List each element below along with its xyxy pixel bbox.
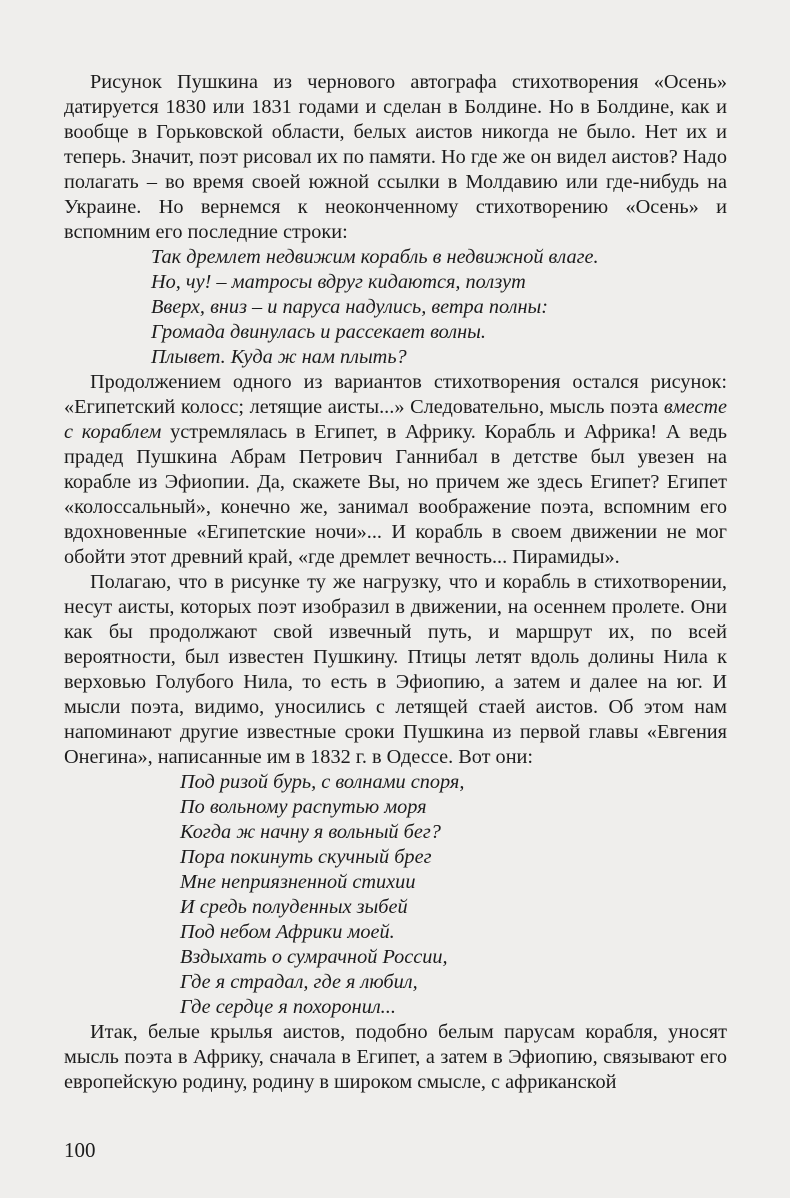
- paragraph-2-end: устремлялась в Египет, в Африку. Корабль и Африка! А ведь прадед Пушкина Абрам Петрович Ганнибал в детстве был увезен на корабле из Эфиопии. Да, скажете Вы, но причем же здесь Египет? Египет «колоссальный», конечно же, занимал воображение поэта, вспомним его вдохновенные «Египетские ночи»... И корабль в своем движении не мог обойти этот древний край, «где дремлет вечность... Пирамиды».: [64, 421, 727, 568]
- paragraph-3: Полагаю, что в рисунке ту же нагрузку, что и корабль в стихотворении, несут аисты, которых поэт изобразил в движении, на осеннем пролете. Они как бы продолжают свой извечный путь, и маршрут их, по всей вероятности, был известен Пушкину. Птицы летят вдоль долины Нила к верховью Голубого Нила, то есть в Эфиопию, а затем и далее на юг. И мысли поэта, видимо, уносились с летящей стаей аистов. Об этом нам напоминают другие известные сроки Пушкина из первой главы «Евгения Онегина», написанные им в 1832 г. в Одессе. Вот они:: [64, 571, 727, 768]
- verse-line: По вольному распутью моря: [180, 796, 427, 818]
- verse-line: Когда ж начну я вольный бег?: [180, 821, 441, 843]
- paragraph-2: [64, 370, 727, 570]
- verse-line: Где я страдал, где я любил,: [180, 971, 418, 993]
- verse-line: Под небом Африки моей.: [180, 921, 395, 943]
- page-number: 100: [64, 1138, 96, 1162]
- verse-line: Плывет. Куда ж нам плыть?: [151, 346, 407, 368]
- verse-line: Мне неприязненной стихии: [180, 871, 416, 893]
- verse-line: Пора покинуть скучный брег: [180, 846, 432, 868]
- page-body: [64, 70, 727, 1095]
- verse-line: Так дремлет недвижим корабль в недвижной влаге.: [151, 246, 599, 268]
- verse-onegin: [180, 770, 727, 1020]
- paragraph-1: Рисунок Пушкина из чернового автографа стихотворения «Осень» датируется 1830 или 1831 годами и сделан в Болдине. Но в Болдине, как и вообще в Горьковской области, белых аистов никогда не было. Нет их и теперь. Значит, поэт рисовал их по памяти. Но где же он видел аистов? Надо полагать – во время своей южной ссылки в Молдавию или где-нибудь на Украине. Но вернемся к неоконченному стихотворению «Осень» и вспомним его последние строки:: [64, 71, 727, 243]
- verse-line: Вверх, вниз – и паруса надулись, ветра полны:: [151, 296, 549, 318]
- verse-line: Под ризой бурь, с волнами споря,: [180, 771, 465, 793]
- verse-line: Вздыхать о сумрачной России,: [180, 946, 448, 968]
- paragraph-2-start: Продолжением одного из вариантов стихотворения остался рисунок: «Египетский колосс; летящие аисты...» Следовательно, мысль поэта: [64, 371, 727, 418]
- verse-autumn: [151, 245, 727, 370]
- paragraph-4: Итак, белые крылья аистов, подобно белым парусам корабля, уносят мысль поэта в Африку, сначала в Египет, а затем в Эфиопию, связывают его европейскую родину, родину в широком смысле, с африканской: [64, 1021, 727, 1093]
- verse-line: Где сердце я похоронил...: [180, 996, 396, 1018]
- verse-line: Громада двинулась и рассекает волны.: [151, 321, 486, 343]
- verse-line: И средь полуденных зыбей: [180, 896, 408, 918]
- verse-line: Но, чу! – матросы вдруг кидаются, ползут: [151, 271, 526, 293]
- emphasis-with-ship: вместе с кораблем: [64, 396, 727, 443]
